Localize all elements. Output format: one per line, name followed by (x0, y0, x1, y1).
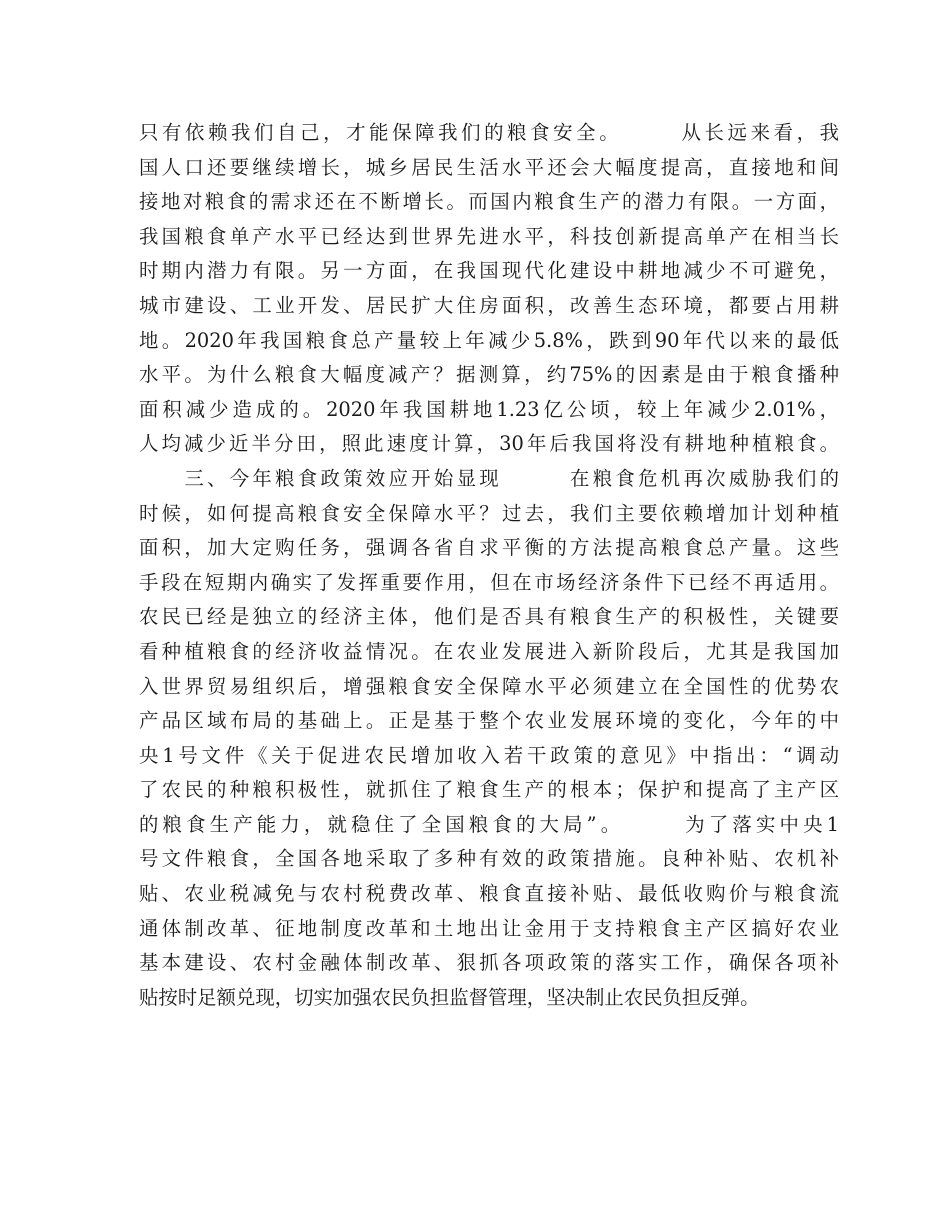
body-text (139, 116, 839, 1015)
text-line: 贴、农业税减免与农村税费改革、粮食直接补贴、最低收购价与粮食流 (139, 882, 839, 906)
section-heading-line: 三、今年粮食政策效应开始显现 在粮食危机再次威胁我们的 (139, 466, 839, 490)
text-line: 入世界贸易组织后，增强粮食安全保障水平必须建立在全国性的优势农 (139, 674, 839, 698)
text-line: 贴按时足额兑现，切实加强农民负担监督管理，坚决制止农民负担反弹。 (139, 985, 760, 1009)
text-line: 基本建设、农村金融体制改革、狠抓各项政策的落实工作，确保各项补 (139, 951, 839, 975)
text-line: 时期内潜力有限。另一方面，在我国现代化建设中耕地减少不可避免， (139, 259, 839, 283)
text-line: 看种植粮食的经济收益情况。在农业发展进入新阶段后，尤其是我国加 (139, 639, 839, 663)
text-line: 我国粮食单产水平已经达到世界先进水平，科技创新提高单产在相当长 (139, 224, 839, 248)
text-line: 产品区域布局的基础上。正是基于整个农业发展环境的变化，今年的中 (139, 709, 839, 733)
text-line: 手段在短期内确实了发挥重要作用，但在市场经济条件下已经不再适用。 (139, 570, 839, 594)
text-line: 的粮食生产能力，就稳住了全国粮食的大局”。 为了落实中央1 (139, 812, 839, 836)
text-line: 地。2020年我国粮食总产量较上年减少5.8%，跌到90年代以来的最低 (139, 328, 839, 352)
text-line: 号文件粮食，全国各地采取了多种有效的政策措施。良种补贴、农机补 (139, 847, 839, 871)
text-line: 接地对粮食的需求还在不断增长。而国内粮食生产的潜力有限。一方面， (139, 190, 839, 214)
text-line: 面积，加大定购任务，强调各省自求平衡的方法提高粮食总产量。这些 (139, 536, 839, 560)
text-line: 时候，如何提高粮食安全保障水平？过去，我们主要依赖增加计划种植 (139, 501, 839, 525)
text-line: 人均减少近半分田，照此速度计算，30年后我国将没有耕地种植粮食。 (139, 432, 839, 456)
text-line: 通体制改革、征地制度改革和土地出让金用于支持粮食主产区搞好农业 (139, 916, 839, 940)
text-line: 央1号文件《关于促进农民增加收入若干政策的意见》中指出：“调动 (139, 743, 839, 767)
text-line: 只有依赖我们自己，才能保障我们的粮食安全。 从长远来看，我 (139, 121, 839, 144)
text-line: 水平。为什么粮食大幅度减产？据测算，约75%的因素是由于粮食播种 (139, 363, 839, 387)
text-line: 农民已经是独立的经济主体，他们是否具有粮食生产的积极性，关键要 (139, 605, 839, 629)
text-line: 城市建设、工业开发、居民扩大住房面积，改善生态环境，都要占用耕 (139, 293, 839, 317)
text-line: 面积减少造成的。2020年我国耕地1.23亿公顷，较上年减少2.01%， (139, 397, 839, 421)
text-line: 了农民的种粮积极性，就抓住了粮食生产的根本；保护和提高了主产区 (139, 778, 839, 802)
text-line: 国人口还要继续增长，城乡居民生活水平还会大幅度提高，直接地和间 (139, 155, 839, 179)
